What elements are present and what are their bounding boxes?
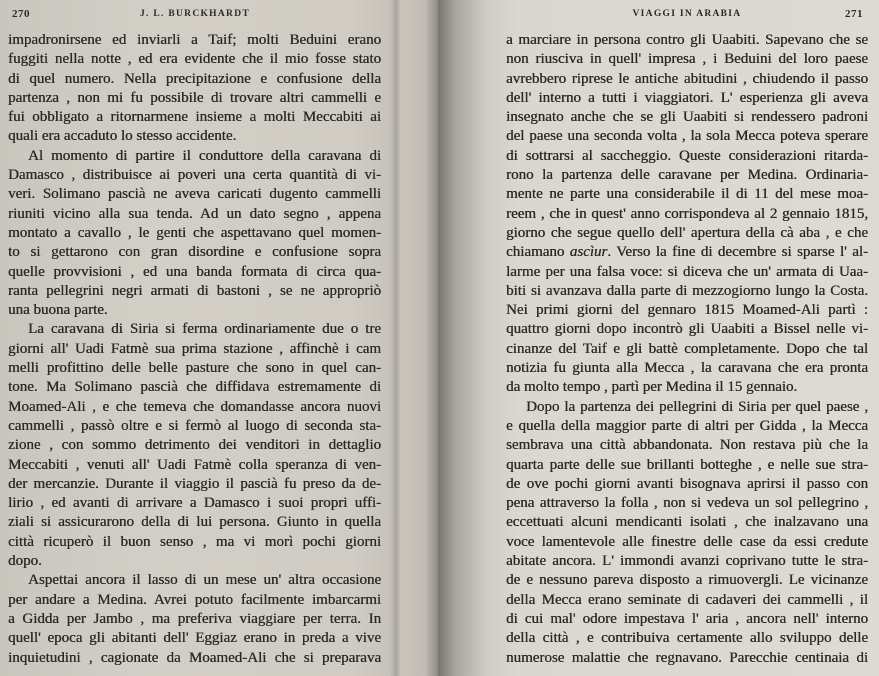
- text-line: del paese una seconda volta , la sola Mecca poteva sperare: [506, 128, 868, 145]
- text-line: larme per una falsa voce: si diceva che un' armata di Uaa-: [506, 263, 868, 280]
- text-line: pena attraverso la folla , non si vedeva un sol pellegrino ,: [506, 495, 868, 512]
- italic-term: ascìur: [569, 244, 608, 261]
- text-line: reem , che in quest' anno corrispondeva al 2 gennaio 1815,: [506, 205, 868, 222]
- text-line: insegnato anche che se gli Uaabiti si rendessero padroni: [506, 109, 868, 126]
- text-line: quell' epoca gli abitanti dell' Eggiaz erano in preda a vive: [8, 630, 381, 647]
- text-line: de ove pochi giorni avanti bisognava aprirsi il passo con: [506, 475, 868, 492]
- text-line: voce lamentevole alle finestre delle case da essi credute: [506, 533, 868, 550]
- text-line: tone. Ma Solimano pascià che diffidava estremamente di: [8, 379, 381, 396]
- text-line: notizia fu giunta alla Mecca , la caravana che era pronta: [506, 360, 868, 377]
- text-line: sembrava una città abbandonata. Non restava più che la: [506, 437, 868, 454]
- text-line: [506, 243, 868, 262]
- text-line: Damasco , distribuisce ai poveri una certa quantità di vi-: [8, 167, 381, 184]
- page-number: 271: [845, 8, 863, 20]
- text-line: giorni all' Uadi Fatmè sua prima stazione , affinchè i cam: [8, 340, 381, 357]
- text-line: impadronirsene ed inviarli a Taif; molti Beduini erano: [8, 32, 381, 48]
- text-line: a Gidda per Jambo , ma preferiva viaggiare per terra. In: [8, 610, 381, 627]
- paragraph: [8, 31, 381, 147]
- text-line: quarta parte delle sue brillanti botteghe , e nelle sue stra-: [506, 456, 868, 473]
- paragraph: [8, 147, 381, 321]
- left-page: [0, 0, 438, 676]
- text-line: dell' interno a tutti i viaggiatori. L' esperienza gli aveva: [506, 89, 868, 106]
- text-line: zione , con sommo detrimento dei venditori in dettaglio: [8, 437, 381, 454]
- text-line: ziali si assicurarono della di lui persona. Giunto in quella: [8, 514, 381, 531]
- text-segment: . Verso la fine di decembre si sparse l' al-: [607, 244, 868, 261]
- text-line: quali era accaduto lo stesso accidente.: [8, 128, 237, 145]
- text-line: veri. Solimano pascià ne aveva caricati dugento cammelli: [8, 186, 381, 203]
- text-line: cammelli , passò oltre e si fermò al luogo di seconda sta-: [8, 417, 381, 434]
- text-line: partenza , non mi fu possibile di trovare altri cammelli e: [8, 89, 381, 106]
- page-body: [8, 31, 381, 668]
- text-line: rono la partenza delle caravane per Medina. Ordinaria-: [506, 167, 868, 184]
- running-head: J. L. BURCKHARDT: [139, 9, 250, 19]
- text-line: biti si avanzava dalla parte di mezzogiorno lungo la Costa.: [506, 282, 868, 299]
- text-line: Moamed-Ali , e che temeva che domandasse ancora nuovi: [8, 398, 381, 415]
- text-line: numerose malattie che regnavano. Parecchie centinaia di: [506, 649, 868, 666]
- text-line: dopo.: [8, 553, 42, 570]
- running-head: VIAGGI IN ARABIA: [632, 9, 742, 19]
- text-line: Nei primi giorni del gennaro 1815 Moamed-Ali partì :: [506, 302, 868, 319]
- text-line: La caravana di Siria si ferma ordinariamente due o tre: [28, 321, 381, 338]
- text-line: di cui mal' odore impestava l' aria , ancora nell' interno: [506, 610, 868, 627]
- text-line: lirio , ed avanti di arrivare a Damasco i suoi propri uffi-: [8, 495, 381, 512]
- text-line: di sottrarsi al saccheggio. Queste considerazioni ritarda-: [506, 147, 868, 164]
- text-line: to si gettarono con gran disordine e confusione sopra: [8, 244, 381, 261]
- right-page: [438, 0, 879, 676]
- text-line: ranta pellegrini negri armati di bastoni , se ne appropriò: [8, 282, 381, 299]
- text-line: non riusciva in quell' impresa , i Beduini del loro paese: [506, 51, 868, 68]
- text-line: e quella della maggior parte di altri per Gidda , la Mecca: [506, 417, 868, 434]
- text-line: di quel numero. Nella precipitazione e confusione della: [8, 70, 381, 87]
- text-line: per andare a Medina. Avrei potuto facilmente imbarcarmi: [8, 591, 381, 608]
- text-line: della Mecca erano seminate di cadaveri dei cammelli , il: [506, 591, 868, 608]
- text-line: riuniti vicino alla sua tenda. Ad un dato segno , appena: [8, 205, 381, 222]
- text-line: avrebbero riprese le antiche abitudini , chiudendo il passo: [506, 70, 868, 87]
- paragraph: [8, 320, 381, 571]
- text-line: montato a cavallo , le genti che aspettavano quel momen-: [8, 224, 381, 241]
- text-line: Aspettai ancora il lasso di un mese un' altra occasione: [28, 572, 381, 589]
- text-line: città ricuperò il buon senso , ma vi morì pochi giorni: [8, 533, 381, 550]
- text-line: melli profittino delle belle pasture che sono in quel can-: [8, 360, 381, 377]
- text-line: una buona parte.: [8, 302, 108, 319]
- text-line: da molto tempo , partì per Medina il 15 gennaio.: [506, 379, 798, 396]
- text-line: quattro giorni dopo incontrò gli Uaabiti a Bissel nelle vi-: [506, 321, 868, 338]
- text-line: a marciare in persona contro gli Uaabiti. Sapevano che se: [506, 32, 868, 48]
- paragraph: [506, 398, 868, 668]
- text-line: quelle provvisioni , ed una banda formata di circa qua-: [8, 263, 381, 280]
- text-line: Dopo la partenza dei pellegrini di Siria per quel paese ,: [526, 398, 868, 415]
- text-line: cinanze del Taif e gli battè completamente. Dopo che tal: [506, 340, 868, 357]
- text-line: inquietudini , cagionate da Moamed-Ali che si preparava: [8, 649, 381, 666]
- text-segment: chiamano: [506, 244, 570, 261]
- text-line: der mercanzie. Durante il viaggio il pascià fu preso da de-: [8, 475, 381, 492]
- text-line: de e nessuno pareva disposto a rimuovergli. Le vicinanze: [506, 572, 868, 589]
- text-line: abitate ancora. L' immondi avanzi coprivano tutte le stra-: [506, 553, 868, 570]
- text-line: eccettuati alcuni mendicanti isolati , che inalzavano una: [506, 514, 868, 531]
- text-line: Al momento di partire il conduttore della caravana di: [28, 147, 381, 164]
- text-line: fuggiti nella notte , ed era evidente che il mio fosse stato: [8, 51, 381, 68]
- text-line: Meccabiti , venuti all' Uadi Fatmè colla speranza di ven-: [8, 456, 381, 473]
- page-body: [506, 31, 868, 668]
- text-line: fui obbligato a ritornarmene insieme a molti Meccabiti ai: [8, 109, 381, 126]
- paragraph: [506, 31, 868, 398]
- text-line: della città , e contribuiva certamente allo sviluppo delle: [506, 630, 868, 647]
- text-line: giorno che segue quello dell' apertura della cà aba , e che: [506, 224, 868, 241]
- page-number: 270: [12, 8, 30, 20]
- text-line: mente ne parte una considerabile il di 11 del mese moa-: [506, 186, 868, 203]
- paragraph: [8, 571, 381, 667]
